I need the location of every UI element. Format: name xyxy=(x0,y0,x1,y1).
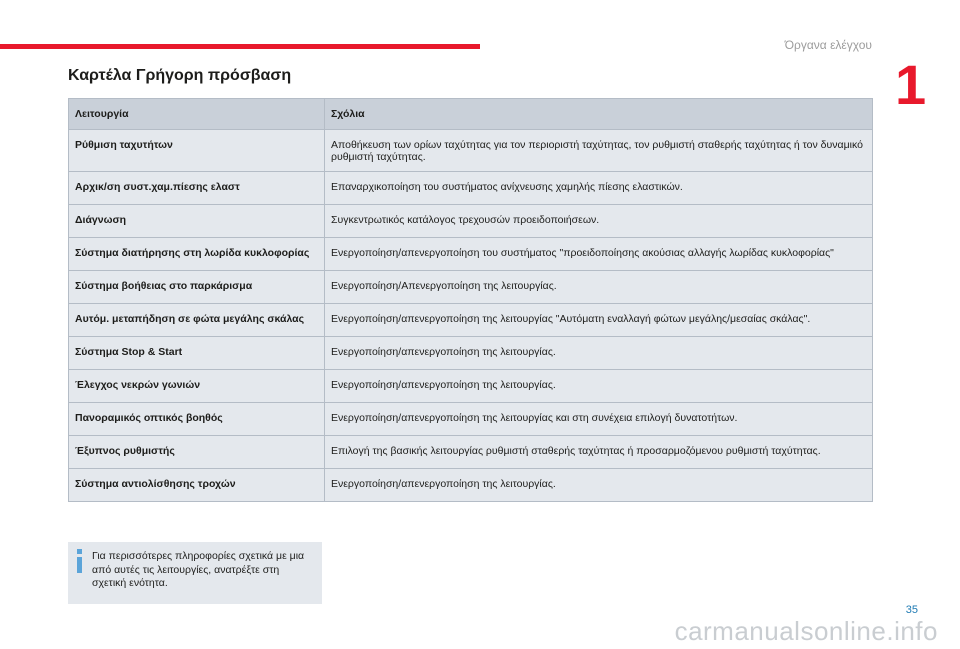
row-function: Σύστημα αντιολίσθησης τροχών xyxy=(69,469,325,502)
row-comment: Επαναρχικοποίηση του συστήματος ανίχνευσης χαμηλής πίεσης ελαστικών. xyxy=(325,172,873,205)
table-row xyxy=(69,403,873,436)
functions-table xyxy=(68,98,873,502)
watermark: carmanualsonline.info xyxy=(674,616,938,646)
row-function: Ρύθμιση ταχυτήτων xyxy=(69,130,325,172)
table-row xyxy=(69,370,873,403)
table-header-row xyxy=(69,99,873,130)
table-row xyxy=(69,304,873,337)
table-row xyxy=(69,205,873,238)
row-comment: Ενεργοποίηση/απενεργοποίηση της λειτουργίας. xyxy=(325,370,873,403)
row-comment: Ενεργοποίηση/απενεργοποίηση της λειτουργίας "Αυτόματη εναλλαγή φώτων μεγάλης/μεσαίας σκάλας". xyxy=(325,304,873,337)
functions-table-container xyxy=(68,98,872,502)
page-title: Καρτέλα Γρήγορη πρόσβαση xyxy=(68,67,292,84)
row-function: Πανοραμικός οπτικός βοηθός xyxy=(69,403,325,436)
chapter-number: 1 xyxy=(895,53,927,116)
row-function: Έλεγχος νεκρών γωνιών xyxy=(69,370,325,403)
header-comment: Σχόλια xyxy=(325,99,873,130)
row-function: Σύστημα βοήθειας στο παρκάρισμα xyxy=(69,271,325,304)
row-function: Αυτόμ. μεταπήδηση σε φώτα μεγάλης σκάλας xyxy=(69,304,325,337)
row-function: Αρχικ/ση συστ.χαμ.πίεσης ελαστ xyxy=(69,172,325,205)
info-icon xyxy=(77,549,82,573)
row-function: Σύστημα Stop & Start xyxy=(69,337,325,370)
table-row xyxy=(69,469,873,502)
table-row xyxy=(69,436,873,469)
row-comment: Ενεργοποίηση/απενεργοποίηση της λειτουργίας. xyxy=(325,469,873,502)
table-row xyxy=(69,337,873,370)
header-function: Λειτουργία xyxy=(69,99,325,130)
table-row xyxy=(69,172,873,205)
table-row xyxy=(69,238,873,271)
row-comment: Συγκεντρωτικός κατάλογος τρεχουσών προειδοποιήσεων. xyxy=(325,205,873,238)
row-comment: Ενεργοποίηση/Απενεργοποίηση της λειτουργίας. xyxy=(325,271,873,304)
table-row xyxy=(69,271,873,304)
row-comment: Ενεργοποίηση/απενεργοποίηση του συστήματος "προειδοποίησης ακούσιας αλλαγής λωρίδας κυκλοφορίας" xyxy=(325,238,873,271)
row-comment: Αποθήκευση των ορίων ταχύτητας για τον περιοριστή ταχύτητας, τον ρυθμιστή σταθερής ταχύτητας ή τον δυναμικό ρυθμιστή ταχύτητας. xyxy=(325,130,873,172)
table-row xyxy=(69,130,873,172)
row-function: Διάγνωση xyxy=(69,205,325,238)
row-comment: Ενεργοποίηση/απενεργοποίηση της λειτουργίας. xyxy=(325,337,873,370)
top-accent-bar xyxy=(0,44,480,49)
info-text: Για περισσότερες πληροφορίες σχετικά με μια από αυτές τις λειτουργίες, ανατρέξτε στη σχετική ενότητα. xyxy=(92,550,305,589)
chapter-label: Όργανα ελέγχου xyxy=(784,38,872,52)
page-number: 35 xyxy=(905,604,918,616)
row-comment: Ενεργοποίηση/απενεργοποίηση της λειτουργίας και στη συνέχεια επιλογή δυνατοτήτων. xyxy=(325,403,873,436)
row-function: Σύστημα διατήρησης στη λωρίδα κυκλοφορίας xyxy=(69,238,325,271)
row-comment: Επιλογή της βασικής λειτουργίας ρυθμιστή σταθερής ταχύτητας ή προσαρμοζόμενου ρυθμιστή ταχύτητας. xyxy=(325,436,873,469)
row-function: Έξυπνος ρυθμιστής xyxy=(69,436,325,469)
info-box xyxy=(68,542,322,604)
